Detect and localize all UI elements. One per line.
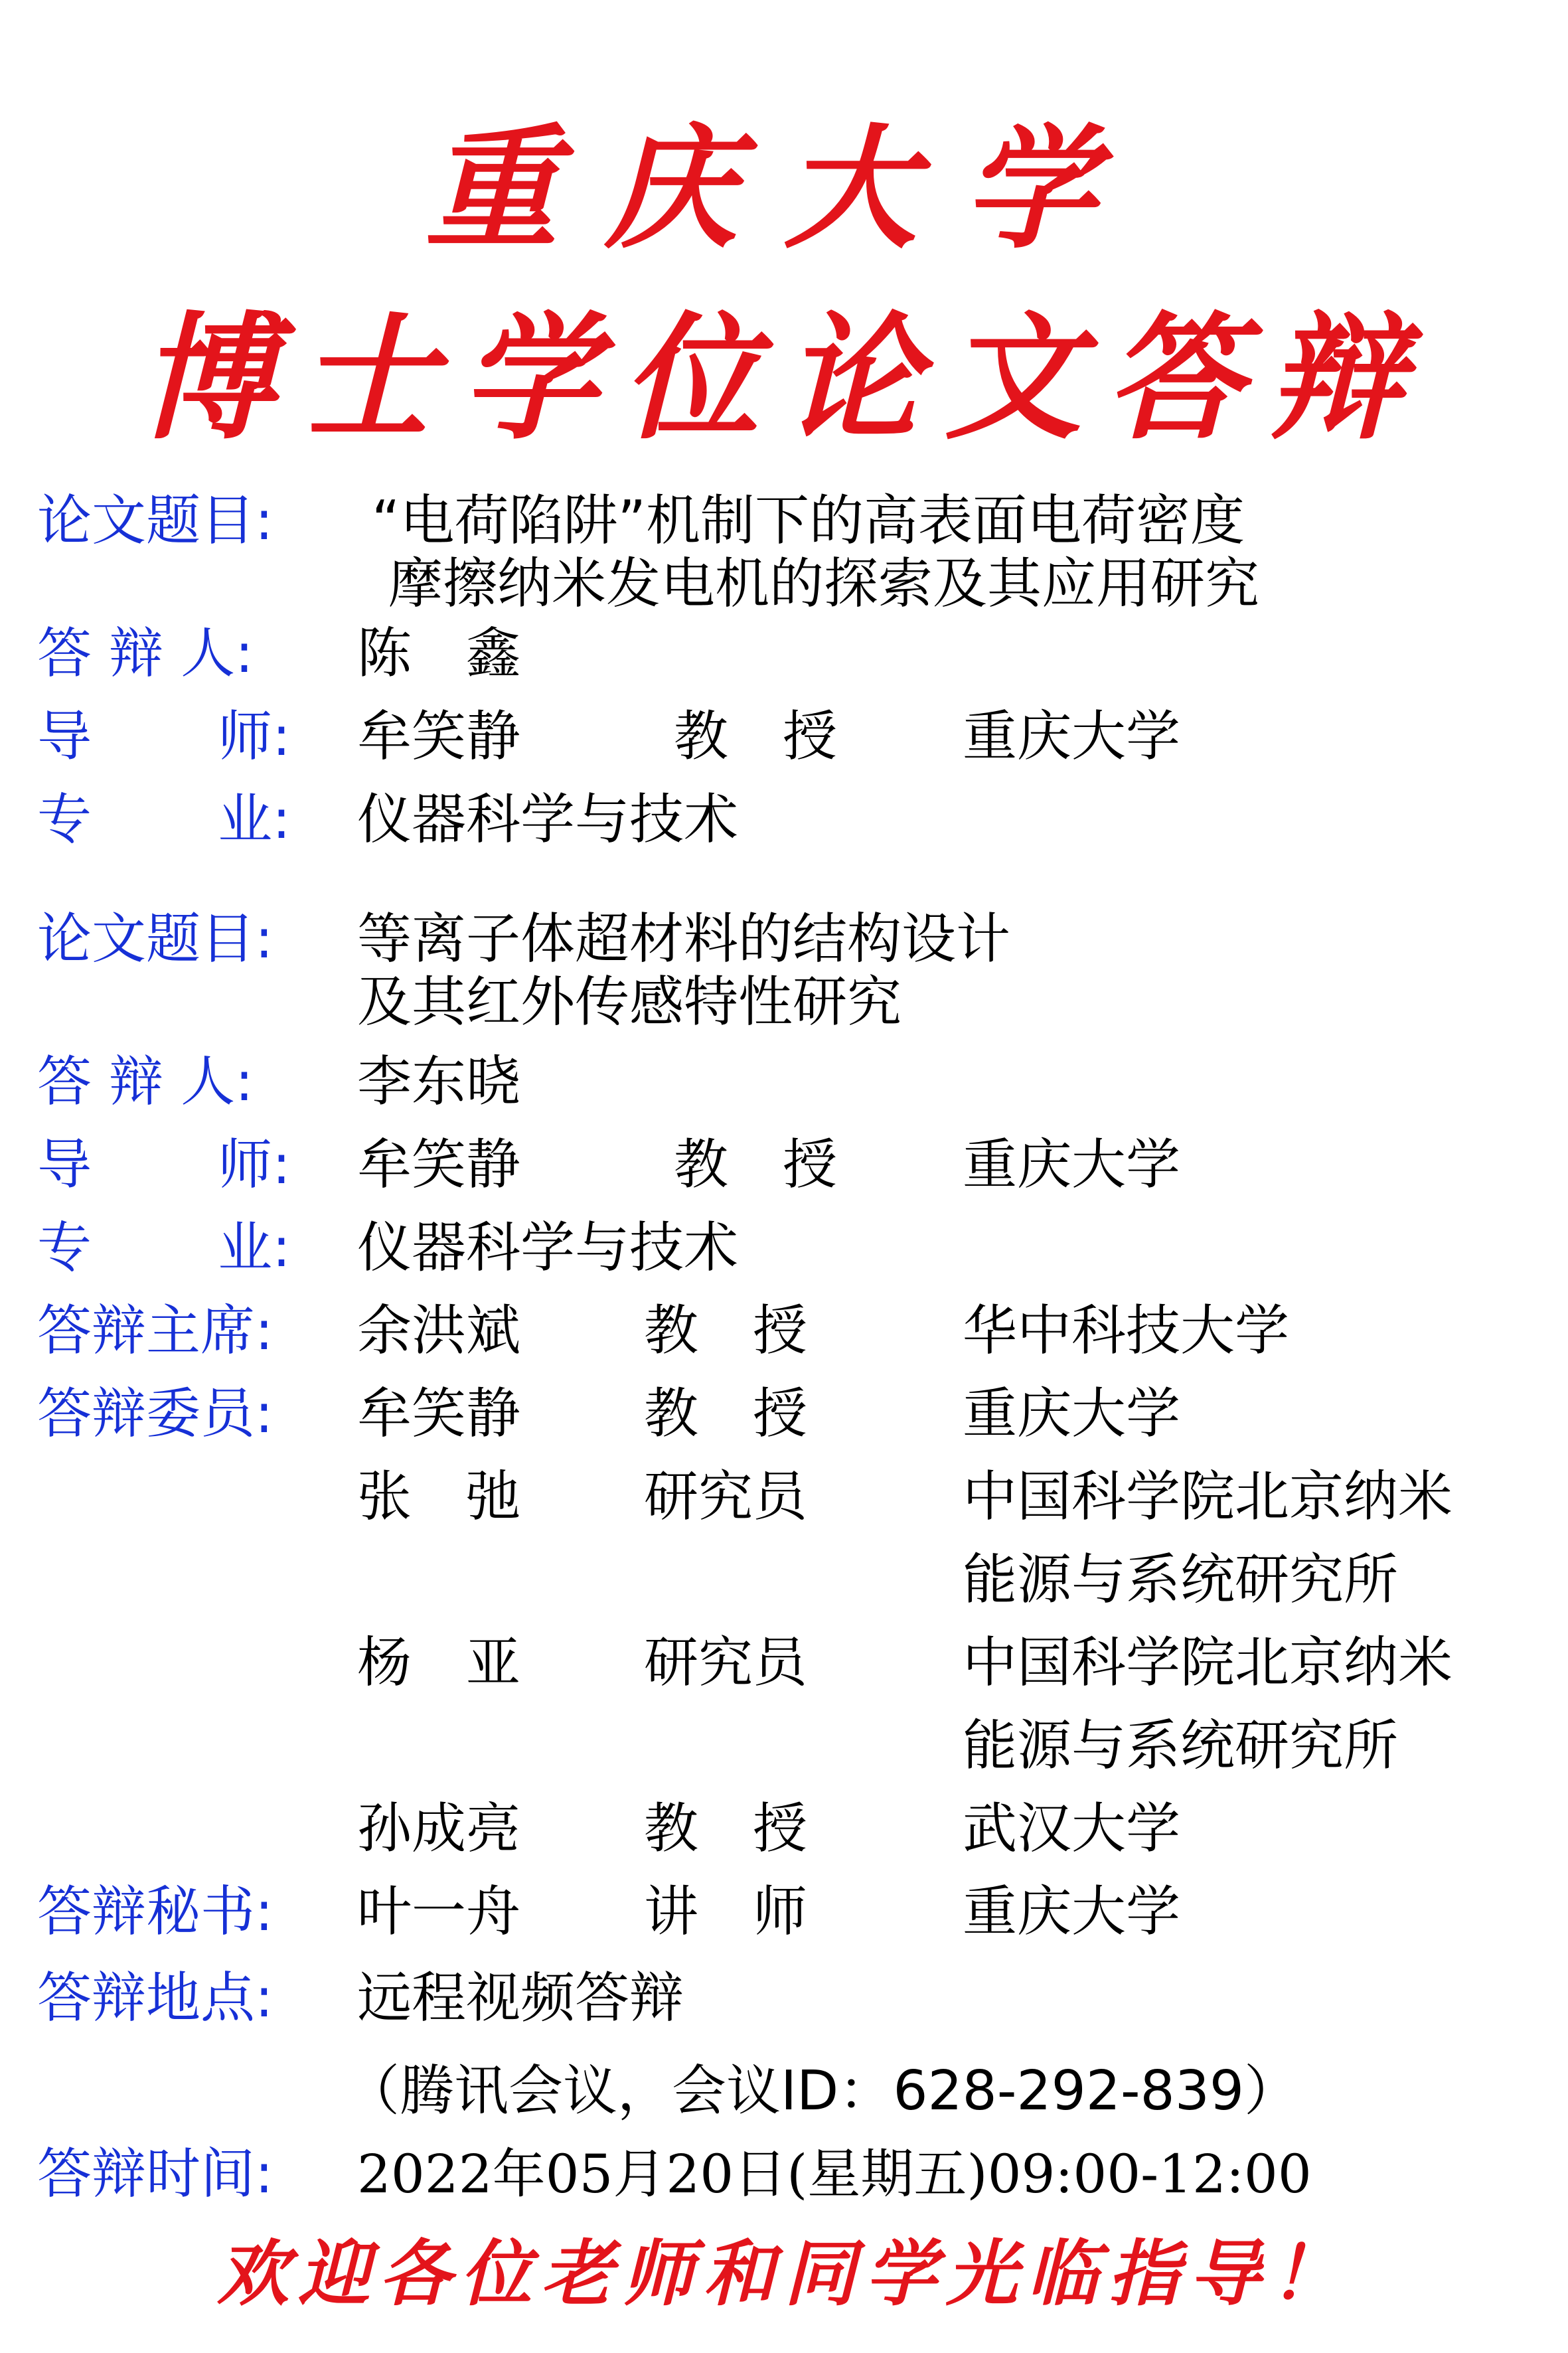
- defender-name-2: 李东晓: [357, 1050, 521, 1113]
- defender-name-1: 陈 鑫: [357, 622, 521, 685]
- secretary-org: 重庆大学: [963, 1880, 1181, 1943]
- advisor-org-1: 重庆大学: [963, 705, 1181, 768]
- committee-member-org: 中国科学院北京纳米: [963, 1465, 1453, 1528]
- chair-org: 华中科技大学: [963, 1299, 1290, 1362]
- thesis-title-2-line2: 及其红外传感特性研究: [357, 971, 902, 1034]
- location-line1: 远程视频答辩: [357, 1967, 684, 2030]
- location-meeting-info: （腾讯会议，会议ID：628-292-839）: [345, 2060, 1299, 2123]
- chair-name: 余洪斌: [357, 1299, 521, 1362]
- advisor-name-1: 牟笑静: [357, 705, 521, 768]
- thesis-title-1-line2: 摩擦纳米发电机的探索及其应用研究: [388, 552, 1260, 615]
- committee-member-rank: 教 授: [644, 1382, 808, 1445]
- defender-label-1: 答 辩 人:: [37, 622, 254, 685]
- major-label-1: 专 业:: [37, 788, 291, 851]
- advisor-name-2: 牟笑静: [357, 1133, 521, 1196]
- committee-member-name: 孙成亮: [357, 1797, 521, 1860]
- location-label: 答辩地点:: [37, 1967, 274, 2030]
- major-1: 仪器科学与技术: [357, 788, 739, 851]
- advisor-rank-1: 教 授: [674, 705, 838, 768]
- secretary-rank: 讲 师: [644, 1880, 808, 1943]
- welcome-footer: 欢迎各位老师和同学光临指导！: [216, 2232, 1351, 2316]
- committee-member-name: 杨 亚: [357, 1631, 521, 1694]
- committee-member-org: 重庆大学: [963, 1382, 1181, 1445]
- thesis-title-label-2: 论文题目:: [37, 908, 274, 971]
- major-label-2: 专 业:: [37, 1216, 291, 1279]
- committee-member-rank: 研究员: [644, 1631, 808, 1694]
- advisor-rank-2: 教 授: [674, 1133, 838, 1196]
- event-title: 博士学位论文答辩: [139, 299, 1429, 458]
- committee-member-rank: 研究员: [644, 1465, 808, 1528]
- defense-time: 2022年05月20日(星期五)09:00-12:00: [357, 2143, 1312, 2205]
- thesis-title-label-1: 论文题目:: [37, 489, 274, 552]
- secretary-name: 叶一舟: [357, 1880, 521, 1943]
- committee-member-org: 中国科学院北京纳米: [963, 1631, 1453, 1694]
- university-title: 重庆大学: [425, 111, 1142, 267]
- committee-member-org: 武汉大学: [963, 1797, 1181, 1860]
- committee-member-rank: 教 授: [644, 1797, 808, 1860]
- defender-label-2: 答 辩 人:: [37, 1050, 254, 1113]
- committee-member-org-line2: 能源与系统研究所: [963, 1548, 1399, 1611]
- major-2: 仪器科学与技术: [357, 1216, 739, 1279]
- committee-member-name: 张 弛: [357, 1465, 521, 1528]
- time-label: 答辩时间:: [37, 2143, 274, 2206]
- advisor-label-1: 导 师:: [37, 705, 291, 768]
- committee-member-org-line2: 能源与系统研究所: [963, 1714, 1399, 1777]
- committee-label: 答辩委员:: [37, 1382, 274, 1445]
- thesis-title-1-line1: “电荷陷阱”机制下的高表面电荷密度: [372, 489, 1245, 552]
- advisor-org-2: 重庆大学: [963, 1133, 1181, 1196]
- committee-member-name: 牟笑静: [357, 1382, 521, 1445]
- thesis-title-2-line1: 等离子体超材料的结构设计: [357, 908, 1011, 971]
- chair-rank: 教 授: [644, 1299, 808, 1362]
- chair-label: 答辩主席:: [37, 1299, 274, 1362]
- advisor-label-2: 导 师:: [37, 1133, 291, 1196]
- secretary-label: 答辩秘书:: [37, 1880, 274, 1943]
